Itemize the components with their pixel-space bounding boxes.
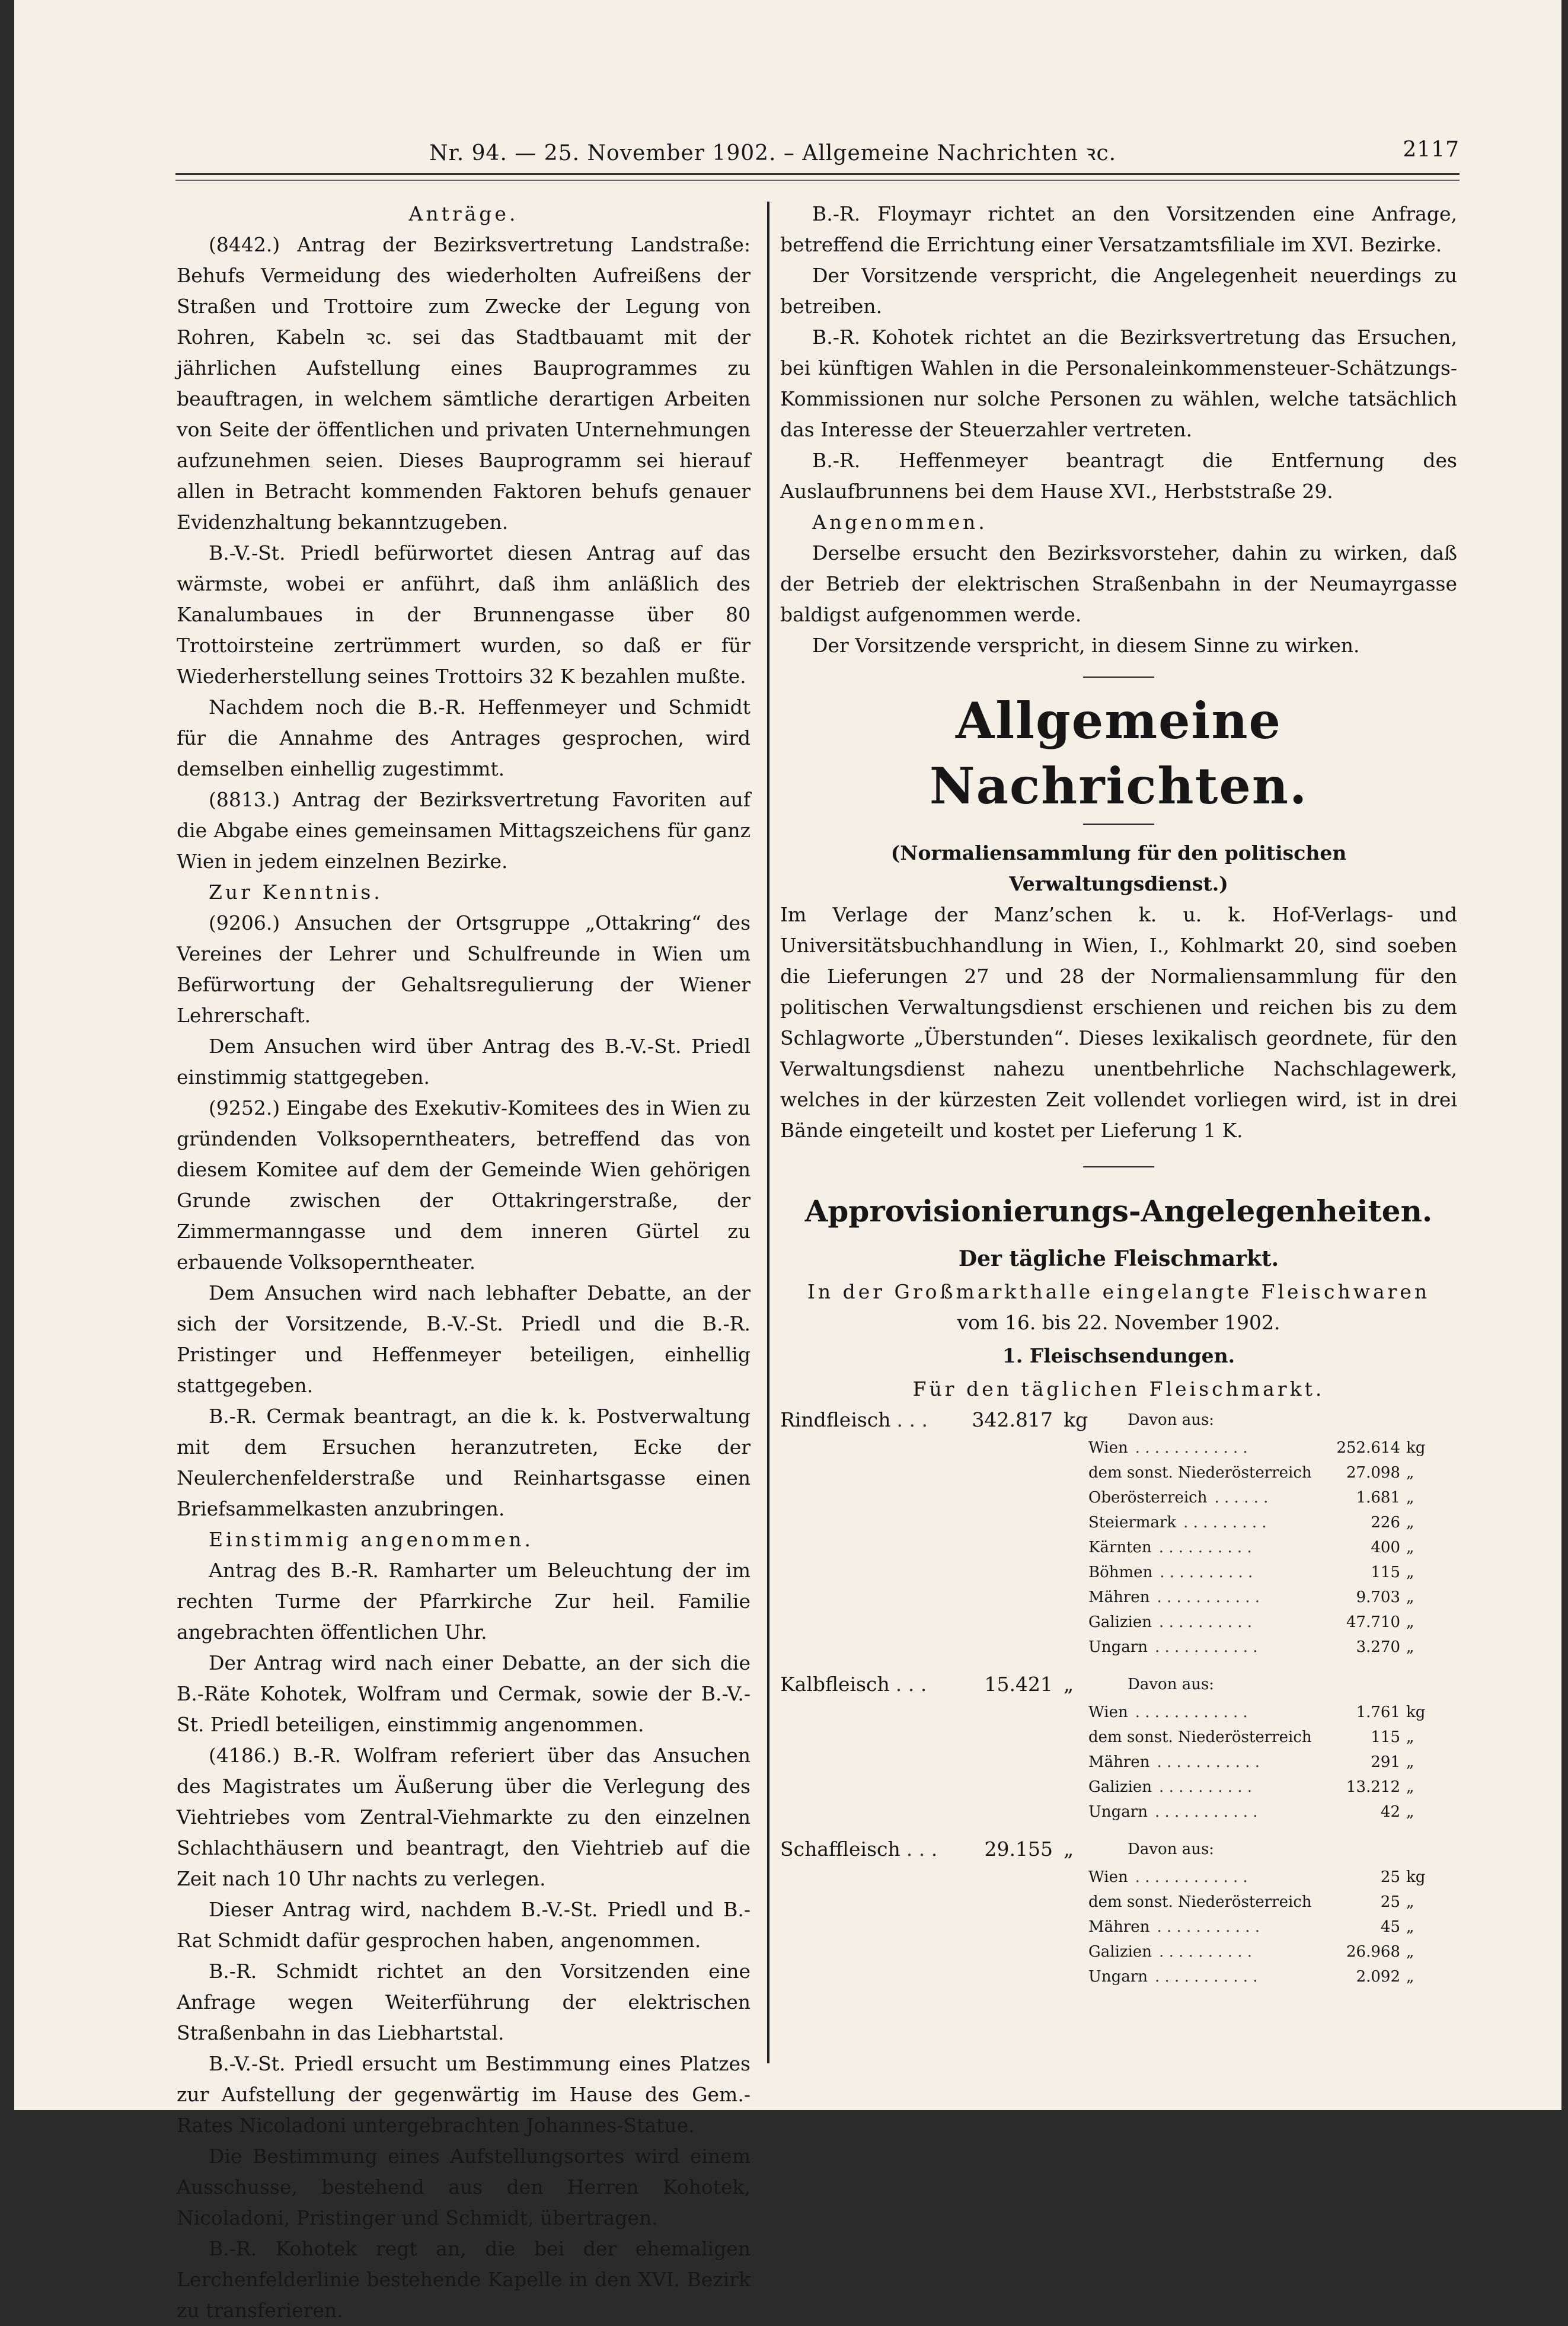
origin-row xyxy=(780,1700,1457,1725)
newspaper-page xyxy=(14,0,1561,2322)
origin-label: Wien xyxy=(1088,1868,1128,1886)
origin-unit: „ xyxy=(1406,1464,1414,1482)
origin-label: Mähren xyxy=(1088,1753,1150,1771)
meat-name: Schaffleisch xyxy=(780,1837,900,1861)
origin-value: 26.968 xyxy=(1346,1943,1400,1961)
dot-leader: . . . . . . . . . xyxy=(1183,1514,1267,1531)
origin-row xyxy=(780,1750,1457,1775)
origin-row xyxy=(780,1939,1457,1964)
council-continuation xyxy=(780,199,1457,661)
origin-value: 115 xyxy=(1371,1728,1400,1746)
page-number: 2117 xyxy=(1403,138,1460,162)
origin-value: 115 xyxy=(1371,1564,1400,1581)
dot-leader: . . . . . . . . . . xyxy=(1159,1778,1253,1796)
dot-leader: . . . . . . . . . . . . xyxy=(1135,1439,1248,1457)
paragraph: (4186.) B.-R. Wolfram referiert über das Ansuchen des Magistrates um Äußerung über die Verlegung des Viehtriebes vom Zentral-Viehmarkte zu den einzelnen Schlachthäusern und beantragt, den Viehtrieb auf die Zeit nach 10 Uhr nachts zu verlegen. xyxy=(177,1744,751,1890)
dot-leader: . . . . . . . . . . xyxy=(1159,1943,1253,1961)
paragraph: Antrag des B.-R. Ramharter um Beleuchtung der im rechten Turme der Pfarrkirche Zur heil. Familie angebrachten öffentlichen Uhr. xyxy=(177,1559,751,1644)
origin-unit: „ xyxy=(1406,1968,1414,1986)
dot-leader: . . . xyxy=(895,1673,927,1696)
meat-name: Rindfleisch xyxy=(780,1408,891,1431)
origin-value: 27.098 xyxy=(1346,1464,1400,1482)
origin-row xyxy=(780,1890,1457,1915)
origin-label: Böhmen xyxy=(1088,1564,1153,1581)
approv-intro-2: vom 16. bis 22. November 1902. xyxy=(957,1311,1280,1334)
meat-group-row xyxy=(780,1669,1457,1700)
paragraph: Der Vorsitzende verspricht, in diesem Sinne zu wirken. xyxy=(812,634,1360,657)
paragraph: Derselbe ersucht den Bezirksvorsteher, dahin zu wirken, daß der Betrieb der elektrischen Straßenbahn in der Neumayrgasse baldigst aufgenommen werde. xyxy=(780,541,1457,626)
origin-label: Steiermark xyxy=(1088,1514,1177,1531)
origin-unit: „ xyxy=(1406,1638,1414,1656)
group-gap xyxy=(780,1824,1457,1834)
dot-leader: . . . xyxy=(906,1837,938,1861)
origin-label: dem sonst. Niederösterreich xyxy=(1088,1728,1312,1746)
origin-unit: „ xyxy=(1406,1613,1414,1631)
page-header xyxy=(429,132,1460,172)
origin-row xyxy=(780,1510,1457,1535)
origin-unit: „ xyxy=(1406,1564,1414,1581)
origin-label: Kärnten xyxy=(1088,1539,1152,1556)
origin-unit: kg xyxy=(1406,1703,1426,1721)
origin-row xyxy=(780,1560,1457,1585)
origin-value: 291 xyxy=(1371,1753,1400,1771)
dot-leader: . . . . . . . . . . . xyxy=(1157,1753,1260,1771)
origin-row xyxy=(780,1610,1457,1635)
paragraph: B.-R. Floymayr richtet an den Vorsitzenden eine Anfrage, betreffend die Errichtung einer Versatzamtsfiliale im XVI. Bezirke. xyxy=(780,202,1457,256)
davon-label: Davon aus: xyxy=(1128,1676,1215,1693)
meat-total: 342.817 xyxy=(972,1408,1053,1431)
meat-name: Kalbfleisch xyxy=(780,1673,890,1696)
origin-row xyxy=(780,1964,1457,1989)
approv-title: Approvisionierungs-Angelegenheiten. xyxy=(804,1194,1433,1229)
paragraph: Dem Ansuchen wird nach lebhafter Debatte, an der sich der Vorsitzende, B.-V.-St. Priedl und die B.-R. Pristinger und Heffenmeyer beteiligen, einhellig stattgegeben. xyxy=(177,1281,751,1397)
meat-table xyxy=(780,1405,1457,1989)
dot-leader: . . . . . . xyxy=(1214,1489,1269,1507)
meat-total: 29.155 xyxy=(984,1837,1053,1861)
origin-unit: „ xyxy=(1406,1803,1414,1821)
origin-row xyxy=(780,1585,1457,1610)
paragraph: Dieser Antrag wird, nachdem B.-V.-St. Priedl und B.-Rat Schmidt dafür gesprochen haben, angenommen. xyxy=(177,1898,751,1952)
nachrichten-subtitle: (Normaliensammlung für den politischen Verwaltungsdienst.) xyxy=(890,841,1347,895)
meat-group-row xyxy=(780,1405,1457,1435)
origin-value: 252.614 xyxy=(1336,1439,1400,1457)
meat-group-row xyxy=(780,1834,1457,1865)
origin-row xyxy=(780,1865,1457,1890)
origin-label: Mähren xyxy=(1088,1588,1150,1606)
origin-unit: „ xyxy=(1406,1514,1414,1531)
davon-label: Davon aus: xyxy=(1128,1840,1215,1858)
section-separator xyxy=(1083,677,1154,678)
origin-label: Ungarn xyxy=(1088,1803,1148,1821)
column-divider xyxy=(767,202,769,2063)
origin-label: Galizien xyxy=(1088,1613,1152,1631)
dot-leader: . . . . . . . . . . . . xyxy=(1135,1703,1248,1721)
title-separator xyxy=(1083,824,1154,825)
origin-label: Galizien xyxy=(1088,1943,1152,1961)
origin-value: 1.681 xyxy=(1356,1489,1400,1507)
origin-row xyxy=(780,1635,1457,1660)
dot-leader: . . . . . . . . . . . xyxy=(1157,1918,1260,1936)
meat-unit: „ xyxy=(1064,1673,1074,1696)
meat-total: 15.421 xyxy=(984,1673,1053,1696)
paragraph: Der Antrag wird nach einer Debatte, an der sich die B.-Räte Kohotek, Wolfram und Cermak, sowie der B.-V.-St. Priedl beteiligen, einstimmig angenommen. xyxy=(177,1651,751,1736)
paragraph: (8442.) Antrag der Bezirksvertretung Landstraße: Behufs Vermeidung des wiederholten Aufreißens der Straßen und Trottoire zum Zwecke der Legung von Rohren, Kabeln ꝛc. sei das Stadtbauamt mit der jährlichen Aufstellung eines Bauprogrammes zu beauftragen, in welchem sämtliche derartigen Arbeiten von Seite der öffentlichen und privaten Unternehmungen aufzunehmen seien. Dieses Bauprogramm sei hierauf allen in Betracht kommenden Faktoren behufs genauer Evidenzhaltung bekanntzugeben. xyxy=(177,233,751,534)
origin-unit: kg xyxy=(1406,1868,1426,1886)
origin-label: Ungarn xyxy=(1088,1638,1148,1656)
origin-unit: „ xyxy=(1406,1753,1414,1771)
nachrichten-title: Allgemeine Nachrichten. xyxy=(929,691,1308,815)
approv-section-sub: Für den täglichen Fleischmarkt. xyxy=(912,1377,1325,1400)
davon-label: Davon aus: xyxy=(1128,1411,1215,1429)
paragraph: B.-R. Kohotek regt an, die bei der ehemaligen Lerchenfelderlinie bestehende Kapelle in den XVI. Bezirk zu transferieren. xyxy=(177,2237,751,2322)
paragraph: Der Vorsitzende verspricht, die Angelegenheit neuerdings zu betreiben. xyxy=(780,264,1457,318)
origin-value: 2.092 xyxy=(1356,1968,1400,1986)
origin-unit: „ xyxy=(1406,1918,1414,1936)
origin-row xyxy=(780,1775,1457,1799)
origin-row xyxy=(780,1799,1457,1824)
paragraph: (9206.) Ansuchen der Ortsgruppe „Ottakring“ des Vereines der Lehrer und Schulfreunde in Wien um Befürwortung der Gehaltsregulierung der Wiener Lehrerschaft. xyxy=(177,911,751,1027)
origin-label: Wien xyxy=(1088,1439,1128,1457)
paragraph: (8813.) Antrag der Bezirksvertretung Favoriten auf die Abgabe eines gemeinsamen Mittagszeichens für ganz Wien in jedem einzelnen Bezirke. xyxy=(177,788,751,873)
origin-unit: „ xyxy=(1406,1778,1414,1796)
origin-value: 25 xyxy=(1380,1868,1400,1886)
left-column xyxy=(177,199,751,2326)
dot-leader: . . . . . . . . . . . xyxy=(1157,1588,1260,1606)
origin-unit: kg xyxy=(1406,1439,1426,1457)
group-gap xyxy=(780,1660,1457,1669)
dot-leader: . . . . . . . . . . . . xyxy=(1135,1868,1248,1886)
origin-value: 25 xyxy=(1380,1893,1400,1911)
origin-row xyxy=(780,1435,1457,1460)
paragraph: (9252.) Eingabe des Exekutiv-Komitees des in Wien zu gründenden Volksoperntheaters, betreffend das von diesem Komitee auf dem der Gemeinde Wien gehörigen Grunde zwischen der Ottakringerstraße, der Zimmermanngasse und dem inneren Gürtel zu erbauende Volksoperntheater. xyxy=(177,1096,751,1274)
origin-row xyxy=(780,1460,1457,1485)
origin-label: Mähren xyxy=(1088,1918,1150,1936)
dot-leader: . . . xyxy=(896,1408,928,1431)
section-separator xyxy=(1083,1166,1154,1167)
header-issue-line: Nr. 94. — 25. November 1902. – Allgemeine Nachrichten ꝛc. xyxy=(429,141,1117,165)
dot-leader: . . . . . . . . . . xyxy=(1160,1564,1253,1581)
paragraph: Angenommen. xyxy=(812,510,988,534)
dot-leader: . . . . . . . . . . . xyxy=(1154,1968,1258,1986)
origin-unit: „ xyxy=(1406,1539,1414,1556)
meat-unit: kg xyxy=(1064,1408,1088,1431)
dot-leader: . . . . . . . . . . xyxy=(1158,1539,1252,1556)
header-rule xyxy=(175,173,1460,181)
dot-leader: . . . . . . . . . . xyxy=(1159,1613,1253,1631)
approv-subtitle: Der tägliche Fleischmarkt. xyxy=(958,1246,1279,1271)
paragraph: Dem Ansuchen wird über Antrag des B.-V.-St. Priedl einstimmig stattgegeben. xyxy=(177,1035,751,1089)
origin-value: 42 xyxy=(1380,1803,1400,1821)
paragraph: Einstimmig angenommen. xyxy=(209,1528,534,1551)
origin-row xyxy=(780,1725,1457,1750)
origin-row xyxy=(780,1915,1457,1939)
origin-value: 13.212 xyxy=(1346,1778,1400,1796)
dot-leader: . . . . . . . . . . . xyxy=(1154,1803,1258,1821)
paragraph: B.-V.-St. Priedl ersucht um Bestimmung eines Platzes zur Aufstellung der gegenwärtig im Hause des Gem.-Rates Nicoladoni untergebrachten Johannes-Statue. xyxy=(177,2052,751,2137)
origin-label: dem sonst. Niederösterreich xyxy=(1088,1893,1312,1911)
origin-row xyxy=(780,1485,1457,1510)
origin-unit: „ xyxy=(1406,1893,1414,1911)
paragraph: B.-R. Schmidt richtet an den Vorsitzenden eine Anfrage wegen Weiterführung der elektrischen Straßenbahn in das Liebhartstal. xyxy=(177,1960,751,2044)
origin-value: 400 xyxy=(1371,1539,1400,1556)
origin-label: Wien xyxy=(1088,1703,1128,1721)
origin-value: 45 xyxy=(1380,1918,1400,1936)
origin-value: 226 xyxy=(1371,1514,1400,1531)
paragraph: B.-V.-St. Priedl befürwortet diesen Antrag auf das wärmste, wobei er anführt, daß ihm anläßlich des Kanalumbaues in der Brunnengasse über 80 Trottoirsteine zertrümmert wurden, so daß er für Wiederherstellung seines Trottoirs 32 K bezahlen mußte. xyxy=(177,541,751,688)
right-column xyxy=(780,199,1457,1989)
origin-unit: „ xyxy=(1406,1489,1414,1507)
origin-label: Ungarn xyxy=(1088,1968,1148,1986)
origin-label: dem sonst. Niederösterreich xyxy=(1088,1464,1312,1482)
approv-intro-1: In der Großmarkthalle eingelangte Fleischwaren xyxy=(807,1280,1430,1303)
origin-unit: „ xyxy=(1406,1728,1414,1746)
paragraph: Nachdem noch die B.-R. Heffenmeyer und Schmidt für die Annahme des Antrages gesprochen, wird demselben einhellig zugestimmt. xyxy=(177,695,751,780)
approv-section: 1. Fleischsendungen. xyxy=(1002,1344,1235,1367)
origin-value: 9.703 xyxy=(1356,1588,1400,1606)
paragraph: B.-R. Kohotek richtet an die Bezirksvertretung das Ersuchen, bei künftigen Wahlen in die Personaleinkommensteuer-Schätzungs-Kommissionen nur solche Personen zu wählen, welche tatsächlich das Interesse der Steuerzahler vertreten. xyxy=(780,326,1457,441)
origin-label: Galizien xyxy=(1088,1778,1152,1796)
meat-unit: „ xyxy=(1064,1837,1074,1861)
nachrichten-body: Im Verlage der Manz’schen k. u. k. Hof-Verlags- und Universitätsbuchhandlung in Wien, I., Kohlmarkt 20, sind soeben die Lieferungen 27 und 28 der Normaliensammlung für den politischen Verwaltungsdienst erschienen und reichen bis zu dem Schlagworte „Überstunden“. Dieses lexikalisch geordnete, für den Verwaltungsdienst nahezu unentbehrliche Nachschlagewerk, welches in der kürzesten Zeit vollendet vorliegen wird, ist in drei Bände eingeteilt und kostet per Lieferung 1 K. xyxy=(780,903,1457,1142)
origin-row xyxy=(780,1535,1457,1560)
origin-value: 1.761 xyxy=(1356,1703,1400,1721)
dot-leader: . . . . . . . . . . . xyxy=(1154,1638,1258,1656)
paragraph: B.-R. Cermak beantragt, an die k. k. Postverwaltung mit dem Ersuchen heranzutreten, Ecke der Neulerchenfelderstraße und Reinhartsgasse einen Briefsammelkasten anzubringen. xyxy=(177,1405,751,1520)
origin-value: 3.270 xyxy=(1356,1638,1400,1656)
origin-label: Oberösterreich xyxy=(1088,1489,1208,1507)
paragraph: Die Bestimmung eines Aufstellungsortes wird einem Ausschusse, bestehend aus den Herren Kohotek, Nicoladoni, Pristinger und Schmidt, übertragen. xyxy=(177,2145,751,2229)
origin-value: 47.710 xyxy=(1346,1613,1400,1631)
paragraph: Anträge. xyxy=(408,202,519,225)
origin-unit: „ xyxy=(1406,1943,1414,1961)
origin-unit: „ xyxy=(1406,1588,1414,1606)
paragraph: Zur Kenntnis. xyxy=(209,880,383,904)
paragraph: B.-R. Heffenmeyer beantragt die Entfernung des Auslaufbrunnens bei dem Hause XVI., Herbststraße 29. xyxy=(780,449,1457,503)
